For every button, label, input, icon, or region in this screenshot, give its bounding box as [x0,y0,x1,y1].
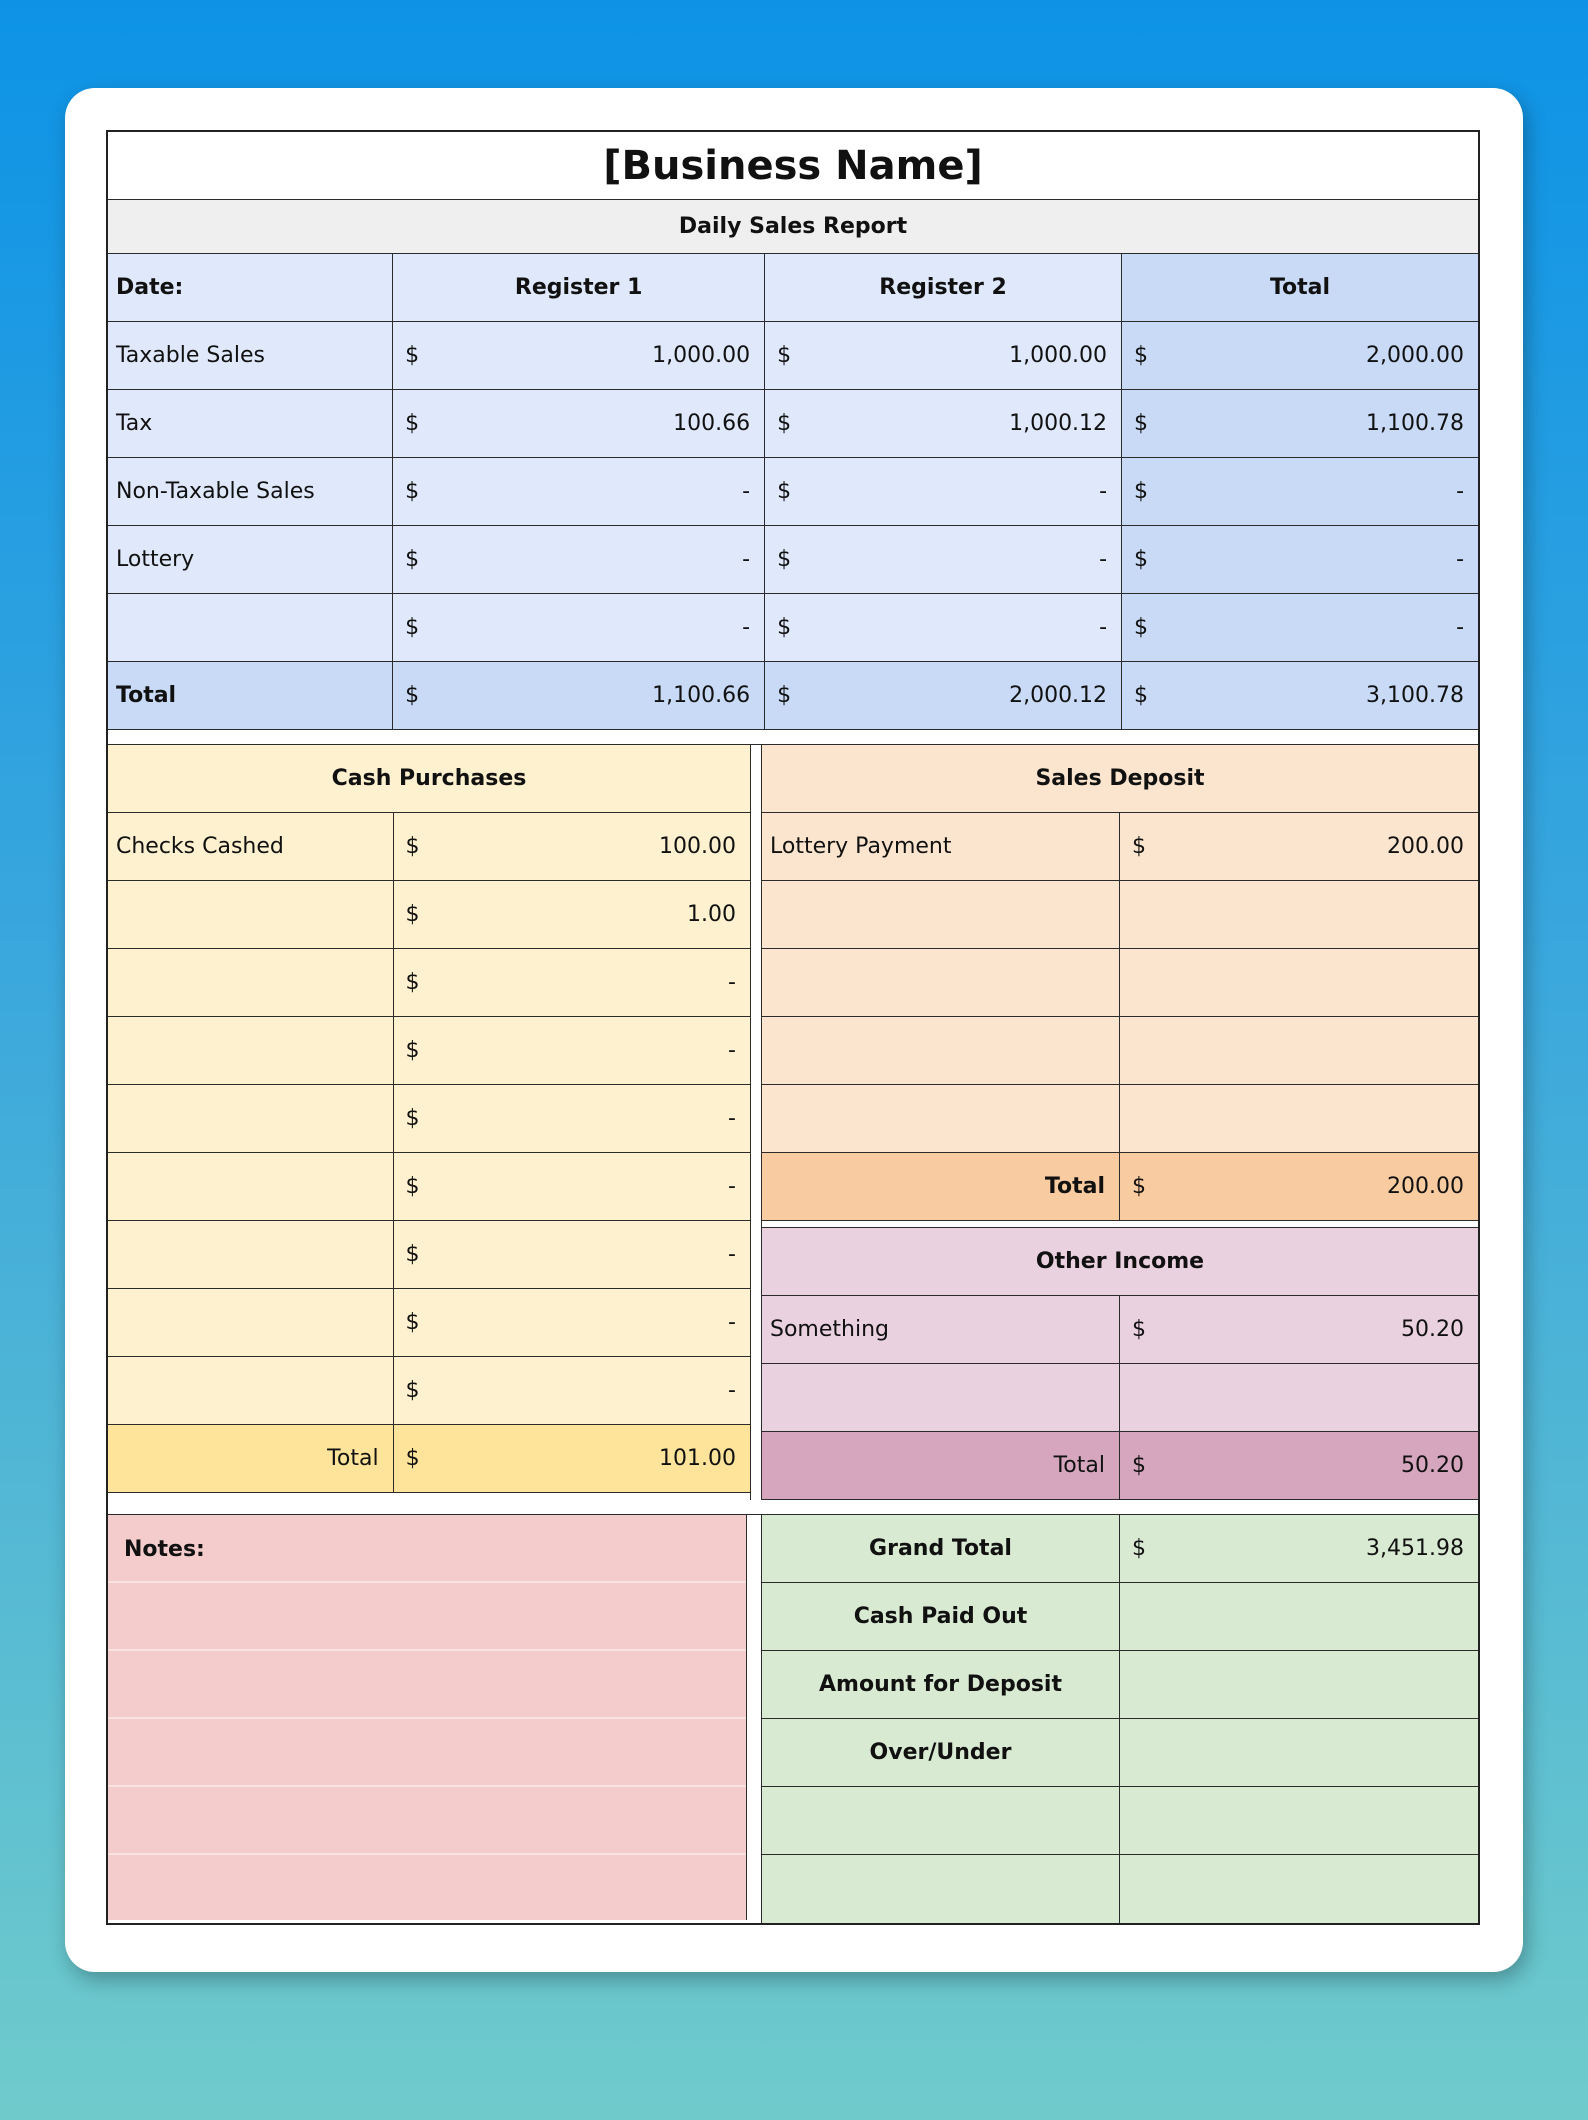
amount: 101.00 [659,1446,736,1471]
amount: 100.66 [673,411,751,436]
cash-purchases-header [108,745,750,813]
sales-deposit-label[interactable] [762,949,1120,1017]
cash-purchase-amount[interactable] [394,881,750,949]
row-total-amount[interactable] [1122,458,1478,526]
cash-purchase-label[interactable] [108,1289,394,1357]
title-row [108,132,1478,200]
currency-symbol: $ [777,411,792,436]
amount: 2,000.12 [1009,683,1108,708]
amount: - [728,1038,736,1063]
sales-row-label[interactable]: Lottery [108,526,393,594]
register-1-amount[interactable] [393,594,765,662]
amount: - [728,1378,736,1403]
notes-line [108,1853,746,1855]
summary-row [762,1651,1478,1719]
amount: 1,000.00 [652,343,751,368]
currency-symbol: $ [1132,834,1146,859]
sales-deposit-row [762,949,1478,1017]
currency-symbol: $ [777,547,792,572]
sales-deposit-amount[interactable] [1120,813,1478,881]
other-income-row [762,1296,1478,1364]
total-header: Total [1122,254,1478,322]
cash-purchase-label[interactable] [108,881,394,949]
sales-report-sheet [106,130,1480,1925]
cash-purchases-total-row [108,1425,750,1493]
currency-symbol: $ [405,547,420,572]
register-2-amount[interactable] [765,390,1122,458]
amount: - [742,547,751,572]
column-divider [747,1515,762,1923]
amount: - [1099,479,1108,504]
other-income-total-row [762,1432,1478,1500]
amount: - [742,479,751,504]
register-2-amount[interactable] [765,594,1122,662]
sales-total-row [108,662,1478,730]
currency-symbol: $ [1132,1453,1146,1478]
currency-symbol: $ [405,1106,420,1131]
amount: 2,000.00 [1366,343,1465,368]
sales-row [108,390,1478,458]
notes-label: Notes: [124,1537,205,1562]
row-total-amount[interactable] [1122,390,1478,458]
sales-deposit-row [762,1017,1478,1085]
cash-purchases-title: Cash Purchases [108,745,750,813]
cash-purchase-label[interactable]: Checks Cashed [108,813,394,881]
cash-purchase-amount[interactable] [394,1153,750,1221]
cash-purchase-label[interactable] [108,1085,394,1153]
sales-deposit-total-row [762,1153,1478,1221]
currency-symbol: $ [777,683,792,708]
sales-deposit-total-label: Total [762,1153,1120,1221]
currency-symbol: $ [405,683,420,708]
summary-label: Amount for Deposit [762,1651,1120,1719]
cash-purchase-label[interactable] [108,1221,394,1289]
summary-amount[interactable] [1120,1855,1478,1923]
sales-row-label[interactable]: Non-Taxable Sales [108,458,393,526]
summary-row [762,1787,1478,1855]
currency-symbol: $ [405,970,420,995]
bottom-section [108,1515,1478,1923]
amount: - [728,970,736,995]
currency-symbol: $ [1134,343,1149,368]
currency-symbol: $ [777,343,792,368]
date-label[interactable]: Date: [108,254,393,322]
currency-symbol: $ [777,615,792,640]
sales-deposit-label[interactable] [762,1017,1120,1085]
column-divider [751,745,762,1500]
currency-symbol: $ [405,479,420,504]
sales-row [108,594,1478,662]
amount: - [728,1106,736,1131]
amount: - [1456,479,1465,504]
notes-line [108,1717,746,1719]
sales-header-row [108,254,1478,322]
amount: 200.00 [1387,1174,1464,1199]
currency-symbol: $ [405,834,420,859]
register-1-header: Register 1 [393,254,765,322]
other-income-amount[interactable] [1120,1364,1478,1432]
summary-row [762,1583,1478,1651]
currency-symbol: $ [1134,683,1149,708]
cash-purchase-row [108,1357,750,1425]
cash-purchase-row [108,881,750,949]
summary-row [762,1515,1478,1583]
cash-purchase-amount[interactable] [394,1289,750,1357]
amount: 1,000.12 [1009,411,1108,436]
currency-symbol: $ [1132,1536,1146,1561]
sub-section-divider [762,1221,1478,1228]
row-total-amount[interactable] [1122,322,1478,390]
amount: - [742,615,751,640]
amount: - [1456,615,1465,640]
summary-label: Over/Under [762,1719,1120,1787]
summary-label: Grand Total [762,1515,1120,1583]
notes-line [108,1785,746,1787]
amount: 50.20 [1401,1453,1464,1478]
amount: - [728,1242,736,1267]
other-income-total [1120,1432,1478,1500]
other-income-row [762,1364,1478,1432]
amount: 1.00 [687,902,736,927]
amount: - [1456,547,1465,572]
business-name[interactable]: [Business Name] [108,132,1478,200]
register-1-amount[interactable] [393,390,765,458]
currency-symbol: $ [1134,615,1149,640]
other-income-label[interactable]: Something [762,1296,1120,1364]
currency-symbol: $ [777,479,792,504]
cash-purchase-row [108,1085,750,1153]
row-total-amount[interactable] [1122,526,1478,594]
cash-purchases-total-label: Total [108,1425,394,1493]
cash-purchases-total [394,1425,750,1493]
summary-section [762,1515,1478,1923]
sales-deposit-amount[interactable] [1120,1017,1478,1085]
other-income-total-label: Total [762,1432,1120,1500]
cash-purchase-amount[interactable] [394,1017,750,1085]
amount: 100.00 [659,834,736,859]
sales-row-label[interactable]: Tax [108,390,393,458]
deposit-income-section [762,745,1478,1500]
currency-symbol: $ [405,1242,420,1267]
other-income-title: Other Income [762,1228,1478,1296]
currency-symbol: $ [1134,411,1149,436]
register-2-amount[interactable] [765,322,1122,390]
sales-row [108,322,1478,390]
amount: - [728,1174,736,1199]
notes-line [108,1581,746,1583]
summary-amount[interactable] [1120,1583,1478,1651]
sales-deposit-row [762,813,1478,881]
notes-area[interactable] [108,1515,747,1920]
summary-amount[interactable] [1120,1787,1478,1855]
currency-symbol: $ [405,1174,420,1199]
amount: 1,100.66 [652,683,751,708]
amount: - [1099,547,1108,572]
currency-symbol: $ [405,1038,420,1063]
notes-line [108,1649,746,1651]
middle-section [108,745,1478,1500]
report-card [65,88,1523,1972]
sales-deposit-amount[interactable] [1120,1085,1478,1153]
sales-deposit-label[interactable] [762,1085,1120,1153]
report-title: Daily Sales Report [108,200,1478,254]
amount: - [728,1310,736,1335]
register-1-amount[interactable] [393,526,765,594]
cash-purchase-label[interactable] [108,1017,394,1085]
sales-row-label[interactable] [108,594,393,662]
sales-row [108,526,1478,594]
register-2-total [765,662,1122,730]
cash-purchase-label[interactable] [108,1357,394,1425]
cash-purchase-amount[interactable] [394,813,750,881]
row-total-amount[interactable] [1122,594,1478,662]
sales-deposit-label[interactable]: Lottery Payment [762,813,1120,881]
cash-purchase-amount[interactable] [394,1221,750,1289]
summary-amount[interactable] [1120,1651,1478,1719]
cash-purchase-amount[interactable] [394,1357,750,1425]
register-2-amount[interactable] [765,526,1122,594]
currency-symbol: $ [405,1446,420,1471]
cash-purchase-amount[interactable] [394,1085,750,1153]
cash-purchase-row [108,1221,750,1289]
summary-row [762,1719,1478,1787]
amount: 3,451.98 [1366,1536,1464,1561]
sales-deposit-amount[interactable] [1120,881,1478,949]
currency-symbol: $ [1134,547,1149,572]
sales-total-label: Total [108,662,393,730]
amount: 1,000.00 [1009,343,1108,368]
cash-purchase-label[interactable] [108,949,394,1017]
sales-row [108,458,1478,526]
amount: 1,100.78 [1366,411,1465,436]
register-1-amount[interactable] [393,458,765,526]
section-divider [108,1500,1478,1515]
cash-purchase-row [108,1017,750,1085]
other-income-label[interactable] [762,1364,1120,1432]
currency-symbol: $ [405,343,420,368]
currency-symbol: $ [1134,479,1149,504]
register-2-header: Register 2 [765,254,1122,322]
cash-purchase-row [108,1289,750,1357]
sales-deposit-total [1120,1153,1478,1221]
currency-symbol: $ [405,902,420,927]
cash-purchase-row [108,813,750,881]
subtitle-row [108,200,1478,254]
amount: 200.00 [1387,834,1464,859]
currency-symbol: $ [405,1310,420,1335]
summary-label: Cash Paid Out [762,1583,1120,1651]
cash-purchase-row [108,949,750,1017]
grand-sales-total [1122,662,1478,730]
summary-amount[interactable] [1120,1515,1478,1583]
summary-label [762,1787,1120,1855]
summary-row [762,1855,1478,1923]
sales-deposit-row [762,881,1478,949]
amount: - [1099,615,1108,640]
section-divider [108,730,1478,745]
currency-symbol: $ [405,1378,420,1403]
register-1-total [393,662,765,730]
sales-deposit-header [762,745,1478,813]
amount: 3,100.78 [1366,683,1465,708]
currency-symbol: $ [405,615,420,640]
currency-symbol: $ [1132,1174,1146,1199]
summary-label [762,1855,1120,1923]
sales-deposit-row [762,1085,1478,1153]
sales-deposit-amount[interactable] [1120,949,1478,1017]
currency-symbol: $ [405,411,420,436]
sales-deposit-title: Sales Deposit [762,745,1478,813]
register-2-amount[interactable] [765,458,1122,526]
other-income-amount[interactable] [1120,1296,1478,1364]
currency-symbol: $ [1132,1317,1146,1342]
sales-deposit-label[interactable] [762,881,1120,949]
summary-amount[interactable] [1120,1719,1478,1787]
amount: 50.20 [1401,1317,1464,1342]
cash-purchases-section [108,745,751,1500]
cash-purchase-amount[interactable] [394,949,750,1017]
cash-purchase-row [108,1153,750,1221]
other-income-header [762,1228,1478,1296]
register-1-amount[interactable] [393,322,765,390]
cash-purchase-label[interactable] [108,1153,394,1221]
sales-row-label[interactable]: Taxable Sales [108,322,393,390]
